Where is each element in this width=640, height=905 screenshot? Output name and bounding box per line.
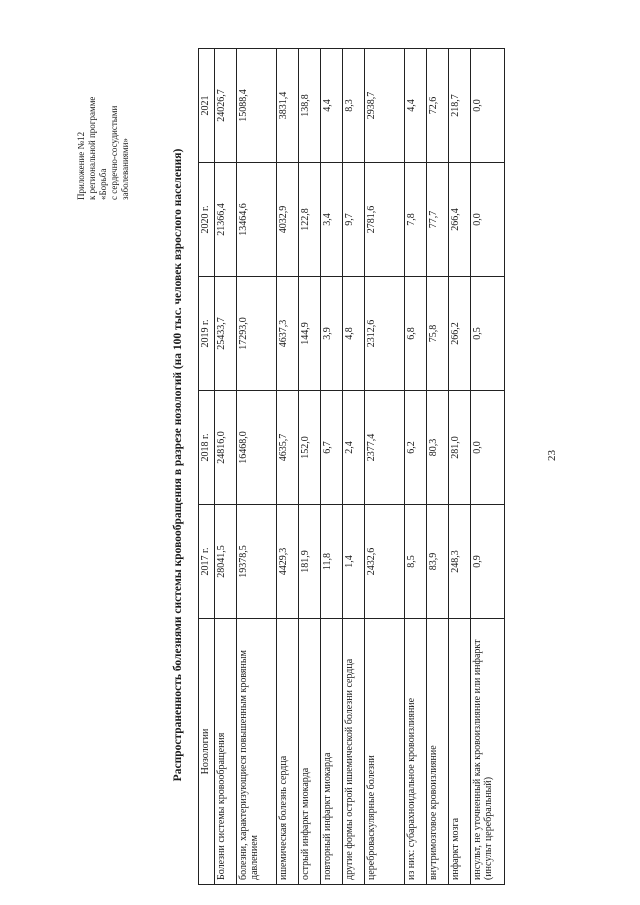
annex-note [76,20,131,200]
value-cell: 9,7 [343,163,365,277]
value-cell: 4635,7 [277,391,299,505]
row-label: болезни, характеризующиеся повышенным кровяным давлением [237,619,277,885]
value-cell: 15088,4 [237,49,277,163]
value-cell: 4032,9 [277,163,299,277]
header-cell: Нозологии [199,619,215,885]
value-cell: 0,0 [471,49,505,163]
value-cell: 0,0 [471,391,505,505]
value-cell: 2377,4 [365,391,405,505]
annex-line: с сердечно-сосудистыми [109,105,119,200]
value-cell: 8,3 [343,49,365,163]
value-cell: 266,2 [449,277,471,391]
value-cell: 3,9 [321,277,343,391]
row-label: другие формы острой ишемической болезни сердца [343,619,365,885]
value-cell: 3831,4 [277,49,299,163]
row-label: повторный инфаркт миокарда [321,619,343,885]
header-cell: 2019 г. [199,277,215,391]
value-cell: 2432,6 [365,505,405,619]
header-cell: 2020 г. [199,163,215,277]
value-cell: 4,4 [321,49,343,163]
value-cell: 24816,0 [215,391,237,505]
table-row [427,49,449,885]
table-row [365,49,405,885]
header-cell: 2017 г. [199,505,215,619]
value-cell: 152,0 [299,391,321,505]
annex-line: к региональной программе [87,96,97,200]
value-cell: 6,8 [405,277,427,391]
row-label: инсульт, не уточненный как кровоизлияние или инфаркт (инсульт церебральный) [471,619,505,885]
value-cell: 28041,5 [215,505,237,619]
value-cell: 4637,3 [277,277,299,391]
value-cell: 16468,0 [237,391,277,505]
value-cell: 7,8 [405,163,427,277]
page-title: Распространенность болезнями системы кровообращения в разрезе нозологий (на 100 тыс. человек взрослого населения) [172,148,184,782]
value-cell: 19378,5 [237,505,277,619]
header-cell: 2021 [199,49,215,163]
value-cell: 6,7 [321,391,343,505]
value-cell: 80,3 [427,391,449,505]
value-cell: 17293,0 [237,277,277,391]
value-cell: 83,9 [427,505,449,619]
value-cell: 4,4 [405,49,427,163]
table-row [405,49,427,885]
table-row [471,49,505,885]
value-cell: 181,9 [299,505,321,619]
value-cell: 248,3 [449,505,471,619]
value-cell: 0,5 [471,277,505,391]
table-row [277,49,299,885]
value-cell: 75,8 [427,277,449,391]
value-cell: 281,0 [449,391,471,505]
value-cell: 122,8 [299,163,321,277]
row-label: ишемическая болезнь сердца [277,619,299,885]
page-number: 23 [546,450,558,461]
row-label: инфаркт мозга [449,619,471,885]
value-cell: 6,2 [405,391,427,505]
value-cell: 266,4 [449,163,471,277]
value-cell: 144,9 [299,277,321,391]
row-label: острый инфаркт миокарда [299,619,321,885]
row-label: из них: субарахноидальное кровоизлияние [405,619,427,885]
header-cell: 2018 г. [199,391,215,505]
table-row [299,49,321,885]
table-row [343,49,365,885]
prevalence-table [198,48,505,885]
value-cell: 77,7 [427,163,449,277]
value-cell: 4429,3 [277,505,299,619]
value-cell: 72,6 [427,49,449,163]
value-cell: 2,4 [343,391,365,505]
value-cell: 2312,6 [365,277,405,391]
row-label: цереброваскулярные болезни [365,619,405,885]
value-cell: 11,8 [321,505,343,619]
value-cell: 4,8 [343,277,365,391]
value-cell: 8,5 [405,505,427,619]
value-cell: 2781,6 [365,163,405,277]
table-row [215,49,237,885]
annex-line: «Борьба [98,168,108,200]
value-cell: 25433,7 [215,277,237,391]
value-cell: 13464,6 [237,163,277,277]
table-row [449,49,471,885]
table-row [321,49,343,885]
table-row [237,49,277,885]
value-cell: 3,4 [321,163,343,277]
value-cell: 138,8 [299,49,321,163]
table-header-row [199,49,215,885]
annex-line: заболеваниями» [120,138,130,200]
value-cell: 2938,7 [365,49,405,163]
value-cell: 218,7 [449,49,471,163]
value-cell: 1,4 [343,505,365,619]
row-label: Болезни системы кровообращения [215,619,237,885]
value-cell: 0,9 [471,505,505,619]
value-cell: 0,0 [471,163,505,277]
row-label: внутримозговое кровоизлияние [427,619,449,885]
value-cell: 24026,7 [215,49,237,163]
annex-line: Приложение №12 [76,131,86,200]
value-cell: 21366,4 [215,163,237,277]
